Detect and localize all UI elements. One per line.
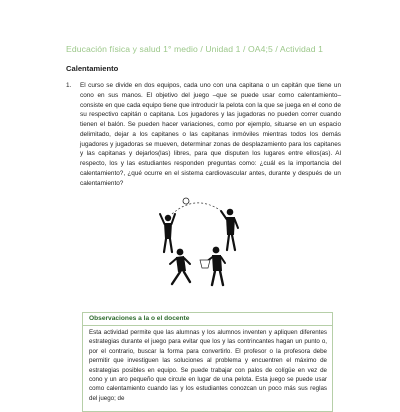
child-figure-left: [160, 214, 175, 252]
activity-number: 1.: [66, 82, 72, 89]
child-figure-right: [221, 209, 238, 250]
teacher-notes-header: [83, 313, 332, 326]
teacher-notes-box: [82, 312, 333, 412]
children-playing-illustration: [150, 192, 250, 292]
ball-trajectory: [172, 203, 220, 214]
activity-text: El curso se divide en dos equipos, cada uno con una capitana o un capitán que tiene un cono en sus manos. El objetivo del juego –que se puede usar como calentamiento– consiste en que cada equipo tiene que introducir la pelota con la que se juega en el cono de su respectivo capitán o capitana. Los jugadores y las jugadoras no pueden correr cuando tienen el balón. Se pueden hacer variaciones, como por ejemplo, situarse en un espacio delimitado, dejar a los capitanes o las capitanas inmóviles mientras todos los demás jugadores y jugadoras se mueven, determinar zonas de desplazamiento para los capitanes y las capitanas y dejarlos(las) libres, para que disputen los lugares entre ellos(as). Al respecto, los y las estudiantes responden preguntas como: ¿cuál es la importancia del calentamiento?, ¿qué ocurre en el sistema cardiovascular antes, durante y después de un calentamiento?: [80, 82, 341, 187]
teacher-notes-title: Observaciones a la o el docente: [89, 315, 190, 322]
activity-item: [66, 81, 341, 188]
cone-icon: [200, 260, 210, 268]
breadcrumb: Educación física y salud 1° medio / Unidad 1 / OA4;5 / Actividad 1: [66, 44, 324, 54]
child-figure-running: [170, 249, 190, 284]
teacher-notes-text: Esta actividad permite que las alumnas y los alumnos inventen y apliquen diferentes estrategias durante el juego para evitar que los y las contrincantes hagan un punto o, por el contrario, buscar la forma para convertirlo. El profesor o la profesora debe permitir que investiguen las soluciones al problema y encuentren el máximo de estrategias posibles en equipo. Se puede trabajar con palos de colígüe en vez de cono y un aro pequeño que circule en lugar de una pelota. Esta juego se puede usar como calentamiento cuando las y los estudiantes conozcan un poco más sus reglas del juego; de: [89, 329, 327, 402]
ball-icon: [183, 198, 189, 204]
section-title: Calentamiento: [66, 64, 119, 73]
